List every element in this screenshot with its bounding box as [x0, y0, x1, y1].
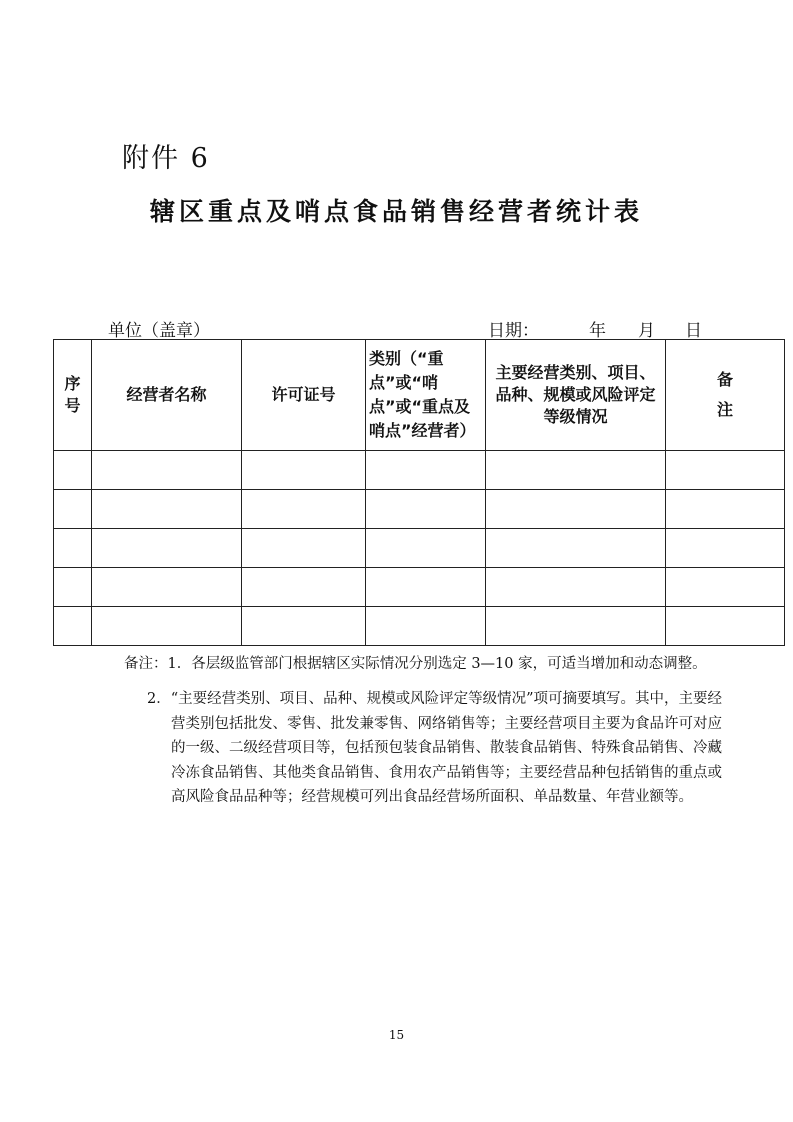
date-label: 日期：: [488, 321, 539, 341]
table-row: [54, 490, 785, 529]
table-row: [54, 529, 785, 568]
table-cell[interactable]: [666, 451, 785, 490]
header-remarks-text: 备注: [716, 370, 733, 419]
table-cell[interactable]: [92, 490, 242, 529]
date-line: [488, 316, 702, 341]
header-remarks: [666, 340, 785, 451]
date-day: 日: [685, 321, 702, 341]
table-header-row: [54, 340, 785, 451]
table-cell[interactable]: [486, 451, 666, 490]
table-cell[interactable]: [54, 451, 92, 490]
header-operator-name: 经营者名称: [92, 340, 242, 451]
table-cell[interactable]: [666, 490, 785, 529]
notes-section: [124, 653, 724, 810]
statistics-table: [53, 339, 785, 646]
table-cell[interactable]: [666, 607, 785, 646]
table-cell[interactable]: [242, 529, 366, 568]
table-cell[interactable]: [242, 568, 366, 607]
table-cell[interactable]: [92, 451, 242, 490]
table-cell[interactable]: [242, 607, 366, 646]
note-1: 备注：1．各层级监管部门根据辖区实际情况分别选定 3—10 家，可适当增加和动态调整。: [124, 656, 707, 672]
unit-seal-label: 单位（盖章）: [108, 321, 210, 341]
table-cell[interactable]: [366, 490, 486, 529]
table-cell[interactable]: [366, 568, 486, 607]
table-cell[interactable]: [54, 490, 92, 529]
table-row: [54, 568, 785, 607]
page-number: 15: [388, 1028, 405, 1042]
table-cell[interactable]: [666, 529, 785, 568]
table-cell[interactable]: [242, 490, 366, 529]
page-title: 辖区重点及哨点食品销售经营者统计表: [149, 197, 643, 226]
header-business-scope: 主要经营类别、项目、品种、规模或风险评定等级情况: [486, 340, 666, 451]
table-cell[interactable]: [92, 568, 242, 607]
table-cell[interactable]: [92, 529, 242, 568]
table-cell[interactable]: [366, 451, 486, 490]
table-cell[interactable]: [54, 607, 92, 646]
table-cell[interactable]: [486, 490, 666, 529]
header-category: 类别（“重点”或“哨点”或“重点及哨点”经营者）: [366, 340, 486, 451]
table-row: [54, 451, 785, 490]
annex-label: 附件 6: [122, 143, 210, 174]
table-cell[interactable]: [366, 607, 486, 646]
date-month: 月: [638, 321, 655, 341]
note-2: 2．“主要经营类别、项目、品种、规模或风险评定等级情况”项可摘要填写。其中，主要经营类别包括批发、零售、批发兼零售、网络销售等；主要经营项目主要为食品许可对应的一级、二级经营项目等，包括预包装食品销售、散装食品销售、特殊食品销售、冷藏冷冻食品销售、其他类食品销售、食用农产品销售等；主要经营品种包括销售的重点或高风险食品品种等；经营规模可列出食品经营场所面积、单品数量、年营业额等。: [147, 691, 723, 805]
table-cell[interactable]: [666, 568, 785, 607]
header-license-number: 许可证号: [242, 340, 366, 451]
table-cell[interactable]: [366, 529, 486, 568]
date-year: 年: [589, 321, 606, 341]
table-cell[interactable]: [486, 568, 666, 607]
table-cell[interactable]: [242, 451, 366, 490]
header-seq: 序号: [54, 340, 92, 451]
table-cell[interactable]: [486, 529, 666, 568]
table-cell[interactable]: [92, 607, 242, 646]
table-cell[interactable]: [486, 607, 666, 646]
table-row: [54, 607, 785, 646]
table-cell[interactable]: [54, 529, 92, 568]
table-cell[interactable]: [54, 568, 92, 607]
